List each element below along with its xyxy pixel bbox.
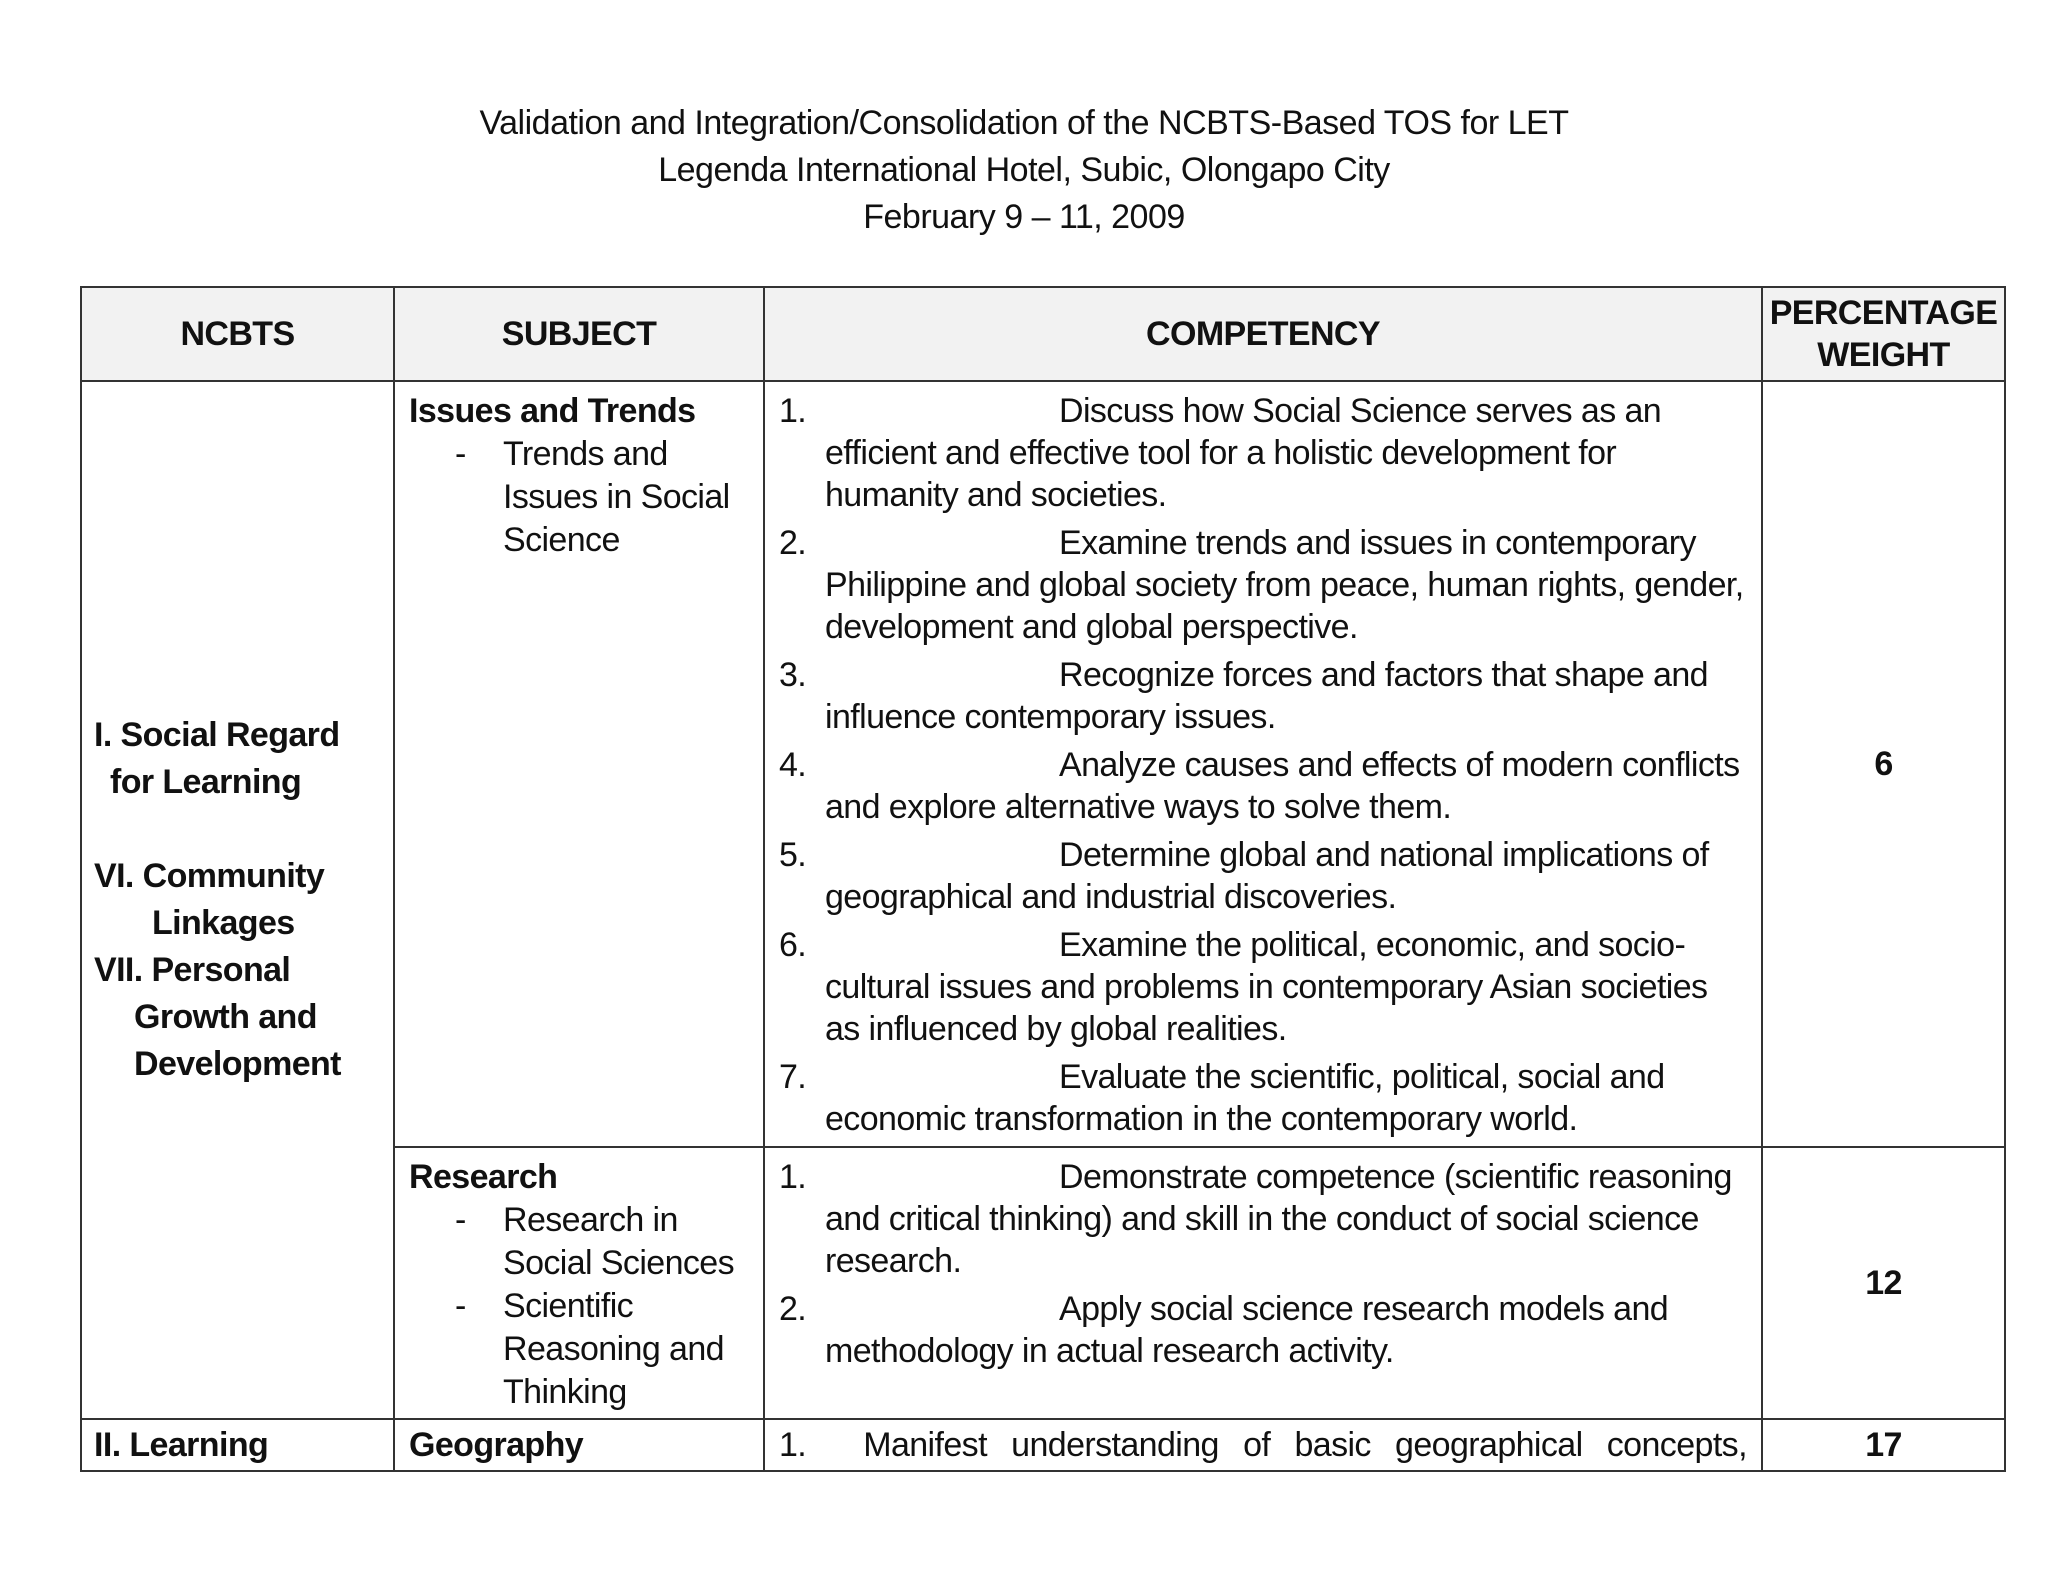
subject-title: Research (409, 1158, 558, 1196)
column-header-ncbts: NCBTS (81, 287, 394, 381)
competency-cell (764, 381, 1762, 1147)
competency-item: 3. Recognize forces and factors that shape and influence contemporary issues. (779, 656, 1708, 736)
table-row (81, 1419, 2005, 1471)
ncbts-cell (81, 381, 394, 1419)
table-header-row (81, 287, 2005, 381)
competency-cell (764, 1419, 1762, 1471)
subject-subtopic: - Research in Social Sciences (455, 1201, 735, 1282)
competency-item: 2. Apply social science research models and methodology in actual research activity. (779, 1290, 1669, 1370)
column-header-weight-line1: PERCENTAGE (1769, 294, 1998, 332)
competency-item: 2. Examine trends and issues in contemporary Philippine and global society from peace, human rights, gender, development and global perspective. (779, 524, 1744, 646)
competency-item: 5. Determine global and national implications of geographical and industrial discoveries. (779, 836, 1709, 916)
column-header-competency: COMPETENCY (764, 287, 1762, 381)
ncbts-line: Development (134, 1045, 341, 1083)
document-header (0, 100, 2048, 241)
subject-subtopic: - Trends and Issues in Social Science (455, 435, 730, 559)
competency-item: 7. Evaluate the scientific, political, social and economic transformation in the contemporary world. (779, 1058, 1665, 1138)
header-venue: Legenda International Hotel, Subic, Olongapo City (658, 151, 1390, 189)
weight-cell: 17 (1762, 1419, 2005, 1471)
subject-title: Geography (394, 1419, 764, 1471)
header-title: Validation and Integration/Consolidation of the NCBTS-Based TOS for LET (479, 104, 1569, 142)
competency-item: 1. Demonstrate competence (scientific reasoning and critical thinking) and skill in the conduct of social science research. (779, 1158, 1732, 1280)
ncbts-line: I. Social Regard (94, 716, 340, 754)
subject-cell (394, 381, 764, 1147)
competency-item: 1. Discuss how Social Science serves as an efficient and effective tool for a holistic development for humanity and societies. (779, 392, 1662, 514)
table-row (81, 381, 2005, 1147)
weight-cell: 12 (1762, 1147, 2005, 1419)
tos-table (80, 286, 2006, 1472)
competency-item: 1. Manifest understanding of basic geographical concepts, (779, 1426, 1747, 1464)
competency-cell (764, 1147, 1762, 1419)
header-date: February 9 – 11, 2009 (863, 198, 1185, 236)
subject-subtopic: - Scientific Reasoning and Thinking (455, 1287, 724, 1411)
subject-cell (394, 1147, 764, 1419)
column-header-weight (1762, 287, 2005, 381)
ncbts-line: VI. Community (94, 857, 325, 895)
column-header-weight-line2: WEIGHT (1817, 336, 1950, 374)
ncbts-line: Linkages (152, 904, 295, 942)
weight-cell: 6 (1762, 381, 2005, 1147)
subject-title: Issues and Trends (409, 392, 696, 430)
ncbts-line: for Learning (110, 763, 302, 801)
ncbts-line: VII. Personal (94, 951, 291, 989)
ncbts-cell: II. Learning (81, 1419, 394, 1471)
ncbts-line: Growth and (134, 998, 317, 1036)
column-header-subject: SUBJECT (394, 287, 764, 381)
competency-item: 4. Analyze causes and effects of modern conflicts and explore alternative ways to solve them. (779, 746, 1740, 826)
competency-item: 6. Examine the political, economic, and socio-cultural issues and problems in contemporary Asian societies as influenced by global realities. (779, 926, 1708, 1048)
